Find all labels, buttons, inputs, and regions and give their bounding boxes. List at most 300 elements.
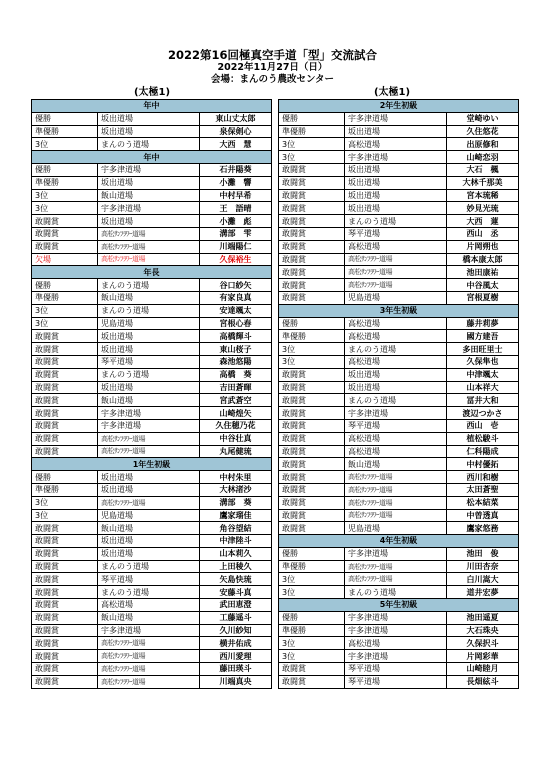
result-row (32, 355, 272, 368)
dojo-name-text: 高松ｻﾝﾌﾗﾜｰ道場 (348, 255, 392, 264)
dojo-cell (345, 253, 447, 266)
dojo-cell (98, 253, 200, 266)
section-header-row (32, 100, 272, 113)
name-cell: 横井佑成 (200, 637, 272, 650)
rank-cell: 敢闘賞 (32, 355, 98, 368)
dojo-cell: 飯山道場 (98, 522, 200, 535)
result-row (32, 675, 272, 688)
rank-cell: 敢闘賞 (279, 381, 345, 394)
section-header-row (279, 304, 519, 317)
name-cell: 溝部 雫 (200, 227, 272, 240)
section-header-row (32, 151, 272, 164)
rank-cell: 優勝 (279, 317, 345, 330)
dojo-cell: 琴平道場 (345, 663, 447, 676)
name-cell: 池田遥夏 (447, 611, 519, 624)
result-row (32, 407, 272, 420)
rank-cell: 敢闘賞 (279, 215, 345, 228)
dojo-cell: 飯山道場 (98, 394, 200, 407)
section-title: 3年生初級 (279, 304, 519, 317)
dojo-cell (345, 279, 447, 292)
result-row (32, 394, 272, 407)
rank-cell: 敢闘賞 (279, 240, 345, 253)
rank-cell: 敢闘賞 (32, 650, 98, 663)
name-cell: 太田蒼聖 (447, 483, 519, 496)
rank-cell: 敢闘賞 (32, 637, 98, 650)
name-cell: 大西 慧 (200, 138, 272, 151)
rank-cell: 敢闘賞 (32, 227, 98, 240)
rank-cell: 欠場 (32, 253, 98, 266)
name-cell: 久住悠花 (447, 125, 519, 138)
rank-cell: 敢闘賞 (32, 445, 98, 458)
name-cell: 仁科陽成 (447, 445, 519, 458)
result-row (279, 394, 519, 407)
dojo-cell: 高松道場 (345, 355, 447, 368)
dojo-cell: 宇多津道場 (345, 547, 447, 560)
dojo-name-text: 高松ｻﾝﾌﾗﾜｰ道場 (101, 677, 145, 686)
dojo-name-text: 高松ｻﾝﾌﾗﾜｰ道場 (101, 652, 145, 661)
result-row (279, 509, 519, 522)
rank-cell: 3位 (32, 138, 98, 151)
result-row (279, 432, 519, 445)
name-cell: 池田 俊 (447, 547, 519, 560)
dojo-cell (98, 637, 200, 650)
name-cell: 中津陸斗 (200, 535, 272, 548)
dojo-name-text: 高松ｻﾝﾌﾗﾜｰ道場 (101, 242, 145, 251)
dojo-name-text: 高松ｻﾝﾌﾗﾜｰ道場 (348, 473, 392, 481)
dojo-cell: 坂出道場 (345, 368, 447, 381)
dojo-name-text: 高松ｻﾝﾌﾗﾜｰ道場 (348, 498, 392, 507)
event-date: 2022年11月27日（日） (217, 62, 328, 73)
rank-cell: 敢闘賞 (32, 381, 98, 394)
rank-cell: 敢闘賞 (279, 163, 345, 176)
result-row (279, 355, 519, 368)
result-row (279, 483, 519, 496)
name-cell: 鷹家悠務 (447, 522, 519, 535)
rank-cell: 3位 (279, 138, 345, 151)
result-row (279, 650, 519, 663)
name-cell: 安藤斗真 (200, 586, 272, 599)
dojo-cell: 坂出道場 (345, 125, 447, 138)
section-header-row (279, 599, 519, 612)
dojo-cell: 高松道場 (345, 445, 447, 458)
name-cell: 山本祥大 (447, 381, 519, 394)
result-row (279, 471, 519, 484)
rank-cell: 敢闘賞 (279, 675, 345, 688)
result-row (279, 112, 519, 125)
name-cell: 山崎恋羽 (447, 151, 519, 164)
dojo-cell: 宇多津道場 (345, 624, 447, 637)
result-row (279, 253, 519, 266)
name-cell: 川田杏奈 (447, 560, 519, 573)
rank-cell: 敢闘賞 (32, 215, 98, 228)
result-row (279, 419, 519, 432)
name-cell: 大石珠央 (447, 624, 519, 637)
result-row (279, 573, 519, 586)
rank-cell: 優勝 (32, 163, 98, 176)
rank-cell: 敢闘賞 (32, 343, 98, 356)
result-row (279, 381, 519, 394)
result-row (32, 522, 272, 535)
result-row (279, 675, 519, 688)
name-cell: 西山 丞 (447, 227, 519, 240)
result-row (279, 445, 519, 458)
rank-cell: 準優勝 (279, 560, 345, 573)
dojo-cell: まんのう道場 (98, 138, 200, 151)
dojo-cell: 坂出道場 (345, 163, 447, 176)
section-title: 年長 (32, 266, 272, 279)
dojo-cell: 宇多津道場 (345, 407, 447, 420)
dojo-cell: 坂出道場 (98, 112, 200, 125)
result-row (32, 483, 272, 496)
dojo-cell: 琴平道場 (98, 355, 200, 368)
dojo-cell: 児島道場 (98, 317, 200, 330)
section-title: 年中 (32, 151, 272, 164)
rank-cell: 敢闘賞 (32, 675, 98, 688)
event-venue: 会場：まんのう農改センター (210, 74, 335, 85)
result-row (32, 547, 272, 560)
result-row (279, 343, 519, 356)
result-row (279, 624, 519, 637)
rank-cell: 3位 (279, 151, 345, 164)
dojo-cell (345, 483, 447, 496)
name-cell: 片岡彩華 (447, 650, 519, 663)
name-cell: 上田稜久 (200, 560, 272, 573)
name-cell: 小灘 彪 (200, 215, 272, 228)
result-row (279, 279, 519, 292)
rank-cell: 敢闘賞 (32, 547, 98, 560)
result-row (32, 599, 272, 612)
dojo-cell: 坂出道場 (98, 547, 200, 560)
dojo-name-text: 高松ｻﾝﾌﾗﾜｰ道場 (101, 639, 145, 648)
dojo-name-text: 高松ｻﾝﾌﾗﾜｰ道場 (101, 447, 145, 456)
name-cell: 西山 壱 (447, 419, 519, 432)
result-row (279, 227, 519, 240)
rank-cell: 3位 (32, 304, 98, 317)
dojo-cell (98, 650, 200, 663)
dojo-cell: まんのう道場 (98, 560, 200, 573)
rank-cell: 敢闘賞 (32, 611, 98, 624)
result-row (279, 637, 519, 650)
dojo-cell: 琴平道場 (98, 573, 200, 586)
dojo-cell (98, 432, 200, 445)
rank-cell: 敢闘賞 (32, 330, 98, 343)
result-row (32, 573, 272, 586)
rank-cell: 敢闘賞 (279, 509, 345, 522)
name-cell: 渡辺つかさ (447, 407, 519, 420)
rank-cell: 敢闘賞 (279, 483, 345, 496)
dojo-cell: 坂出道場 (98, 215, 200, 228)
name-cell: 角谷望結 (200, 522, 272, 535)
dojo-cell: 宇多津道場 (345, 112, 447, 125)
result-row (32, 381, 272, 394)
name-cell: 大林千那美 (447, 176, 519, 189)
dojo-cell (98, 227, 200, 240)
rank-cell: 敢闘賞 (279, 291, 345, 304)
name-cell: 谷口紗矢 (200, 279, 272, 292)
name-cell: 久川紗知 (200, 624, 272, 637)
rank-cell: 準優勝 (279, 125, 345, 138)
name-cell: 東山桜子 (200, 343, 272, 356)
name-cell: 山崎煌矢 (200, 407, 272, 420)
dojo-cell (345, 266, 447, 279)
rank-cell: 3位 (279, 637, 345, 650)
dojo-cell: 高松道場 (345, 138, 447, 151)
dojo-name-text: 高松ｻﾝﾌﾗﾜｰ道場 (101, 229, 145, 238)
name-cell: 藤井莉夢 (447, 317, 519, 330)
name-cell: 武田恵澄 (200, 599, 272, 612)
result-row (279, 291, 519, 304)
name-cell: 有家良真 (200, 291, 272, 304)
result-row (279, 163, 519, 176)
rank-cell: 3位 (32, 317, 98, 330)
dojo-cell: 児島道場 (98, 509, 200, 522)
result-row (279, 407, 519, 420)
dojo-cell: 児島道場 (345, 291, 447, 304)
result-row (32, 330, 272, 343)
result-row (32, 624, 272, 637)
rank-cell: 優勝 (279, 112, 345, 125)
name-cell: 中津颯太 (447, 368, 519, 381)
result-row (279, 611, 519, 624)
rank-cell: 優勝 (32, 471, 98, 484)
rank-cell: 敢闘賞 (279, 189, 345, 202)
dojo-cell: 宇多津道場 (98, 407, 200, 420)
dojo-cell (98, 240, 200, 253)
result-row (32, 189, 272, 202)
result-row (32, 637, 272, 650)
dojo-cell: まんのう道場 (345, 394, 447, 407)
name-cell: 宮武蒼空 (200, 394, 272, 407)
name-cell: 大西 蓮 (447, 215, 519, 228)
name-cell: 橋本康太郎 (447, 253, 519, 266)
dojo-cell: 坂出道場 (98, 343, 200, 356)
dojo-cell: 宇多津道場 (345, 611, 447, 624)
name-cell: 山崎睦月 (447, 663, 519, 676)
name-cell: 矢島快琉 (200, 573, 272, 586)
dojo-cell: 飯山道場 (98, 189, 200, 202)
dojo-cell (98, 663, 200, 676)
name-cell: 片岡朔也 (447, 240, 519, 253)
rank-cell: 優勝 (279, 547, 345, 560)
result-row (32, 419, 272, 432)
rank-cell: 敢闘賞 (32, 535, 98, 548)
dojo-cell: 高松道場 (345, 432, 447, 445)
dojo-cell (345, 471, 447, 484)
result-row (32, 138, 272, 151)
rank-cell: 3位 (279, 650, 345, 663)
dojo-cell: 坂出道場 (345, 381, 447, 394)
result-row (32, 445, 272, 458)
dojo-name-text: 高松ｻﾝﾌﾗﾜｰ道場 (101, 498, 145, 507)
result-row (279, 240, 519, 253)
result-row (32, 368, 272, 381)
result-row (32, 509, 272, 522)
rank-cell: 敢闘賞 (32, 599, 98, 612)
rank-cell: 優勝 (279, 611, 345, 624)
name-cell: 西川愛理 (200, 650, 272, 663)
result-row (32, 176, 272, 189)
dojo-cell: まんのう道場 (98, 279, 200, 292)
dojo-cell: 児島道場 (345, 522, 447, 535)
rank-cell: 敢闘賞 (279, 407, 345, 420)
dojo-cell: 坂出道場 (98, 535, 200, 548)
rank-cell: 敢闘賞 (32, 240, 98, 253)
result-row (279, 496, 519, 509)
name-cell: 泉保剣心 (200, 125, 272, 138)
result-row (32, 471, 272, 484)
result-row (279, 215, 519, 228)
name-cell: 中村優拓 (447, 458, 519, 471)
result-row (32, 291, 272, 304)
result-row (32, 496, 272, 509)
name-cell: 森池悠陽 (200, 355, 272, 368)
rank-cell: 敢闘賞 (32, 663, 98, 676)
result-row (32, 202, 272, 215)
name-cell: 山本莉久 (200, 547, 272, 560)
rank-cell: 3位 (32, 202, 98, 215)
name-cell: 國方建吾 (447, 330, 519, 343)
dojo-cell: 坂出道場 (98, 471, 200, 484)
rank-cell: 敢闘賞 (32, 432, 98, 445)
rank-cell: 敢闘賞 (32, 586, 98, 599)
name-cell: 西川和樹 (447, 471, 519, 484)
result-row (279, 586, 519, 599)
result-row (32, 586, 272, 599)
dojo-cell (345, 509, 447, 522)
name-cell: 久保隼也 (447, 355, 519, 368)
dojo-cell: 琴平道場 (345, 675, 447, 688)
result-row (32, 253, 272, 266)
result-row (32, 432, 272, 445)
result-row (32, 227, 272, 240)
section-header-row (32, 266, 272, 279)
rank-cell: 敢闘賞 (279, 458, 345, 471)
name-cell: 久保裕生 (200, 253, 272, 266)
rank-cell: 準優勝 (32, 291, 98, 304)
dojo-cell (345, 496, 447, 509)
name-cell: 川端真央 (200, 675, 272, 688)
name-cell: 出原修和 (447, 138, 519, 151)
dojo-cell: 坂出道場 (345, 176, 447, 189)
dojo-cell: 宇多津道場 (98, 202, 200, 215)
dojo-cell: 坂出道場 (98, 125, 200, 138)
dojo-cell: 高松道場 (345, 317, 447, 330)
dojo-cell: 宇多津道場 (98, 624, 200, 637)
dojo-cell: 坂出道場 (98, 330, 200, 343)
dojo-cell: 坂出道場 (98, 381, 200, 394)
name-cell: 池田康祐 (447, 266, 519, 279)
rank-cell: 敢闘賞 (279, 522, 345, 535)
name-cell: 石井陽葵 (200, 163, 272, 176)
name-cell: 中谷風太 (447, 279, 519, 292)
result-row (32, 215, 272, 228)
dojo-cell: 琴平道場 (345, 419, 447, 432)
dojo-cell: 坂出道場 (98, 483, 200, 496)
result-row (279, 330, 519, 343)
document-title: 2022第16回極真空手道「型」交流試合 (167, 48, 377, 62)
name-cell: 中谷壮真 (200, 432, 272, 445)
name-cell: 宮本琉稀 (447, 189, 519, 202)
dojo-cell: まんのう道場 (345, 215, 447, 228)
right-results-table (278, 99, 519, 689)
dojo-name-text: 高松ｻﾝﾌﾗﾜｰ道場 (348, 511, 392, 520)
result-row (279, 547, 519, 560)
result-row (32, 535, 272, 548)
rank-cell: 敢闘賞 (279, 432, 345, 445)
dojo-cell: 坂出道場 (345, 189, 447, 202)
rank-cell: 敢闘賞 (279, 496, 345, 509)
dojo-cell: まんのう道場 (345, 343, 447, 356)
rank-cell: 敢闘賞 (32, 522, 98, 535)
name-cell: 東山丈太郎 (200, 112, 272, 125)
name-cell: 妙見光琉 (447, 202, 519, 215)
name-cell: 鷹家瑠佳 (200, 509, 272, 522)
result-row (279, 266, 519, 279)
result-row (279, 458, 519, 471)
rank-cell: 準優勝 (279, 330, 345, 343)
rank-cell: 敢闘賞 (32, 419, 98, 432)
dojo-cell: まんのう道場 (98, 304, 200, 317)
dojo-cell (98, 675, 200, 688)
rank-cell: 敢闘賞 (32, 560, 98, 573)
dojo-name-text: 高松ｻﾝﾌﾗﾜｰ道場 (101, 664, 145, 673)
name-cell: 大石 楓 (447, 163, 519, 176)
result-row (32, 163, 272, 176)
name-cell: 松本結菜 (447, 496, 519, 509)
dojo-cell (98, 445, 200, 458)
section-header-row (279, 100, 519, 113)
rank-cell: 敢闘賞 (279, 394, 345, 407)
dojo-name-text: 高松ｻﾝﾌﾗﾜｰ道場 (101, 434, 145, 443)
name-cell: 中村早希 (200, 189, 272, 202)
dojo-cell: 高松道場 (345, 330, 447, 343)
section-header-row (32, 458, 272, 471)
result-row (279, 151, 519, 164)
dojo-cell: 坂出道場 (345, 202, 447, 215)
dojo-cell: 宇多津道場 (98, 163, 200, 176)
rank-cell: 敢闘賞 (279, 445, 345, 458)
section-title: 1年生初級 (32, 458, 272, 471)
name-cell: 久住穂乃花 (200, 419, 272, 432)
name-cell: 宮根心春 (200, 317, 272, 330)
result-row (32, 112, 272, 125)
name-cell: 溝部 葵 (200, 496, 272, 509)
name-cell: 工藤遥斗 (200, 611, 272, 624)
result-row (32, 279, 272, 292)
name-cell: 多田旺里士 (447, 343, 519, 356)
rank-cell: 3位 (279, 343, 345, 356)
name-cell: 中曽透真 (447, 509, 519, 522)
rank-cell: 敢闘賞 (279, 368, 345, 381)
name-cell: 久保択斗 (447, 637, 519, 650)
rank-cell: 敢闘賞 (32, 394, 98, 407)
rank-cell: 敢闘賞 (279, 176, 345, 189)
result-row (32, 343, 272, 356)
rank-cell: 準優勝 (32, 125, 98, 138)
name-cell: 小灘 響 (200, 176, 272, 189)
rank-cell: 優勝 (32, 279, 98, 292)
rank-cell: 敢闘賞 (279, 663, 345, 676)
result-row (279, 125, 519, 138)
dojo-cell: まんのう道場 (98, 368, 200, 381)
result-row (32, 125, 272, 138)
name-cell: 長畑絃斗 (447, 675, 519, 688)
rank-cell: 敢闘賞 (279, 266, 345, 279)
name-cell: 冨井大和 (447, 394, 519, 407)
dojo-cell: 飯山道場 (345, 458, 447, 471)
rank-cell: 敢闘賞 (279, 471, 345, 484)
dojo-cell: 宇多津道場 (98, 419, 200, 432)
